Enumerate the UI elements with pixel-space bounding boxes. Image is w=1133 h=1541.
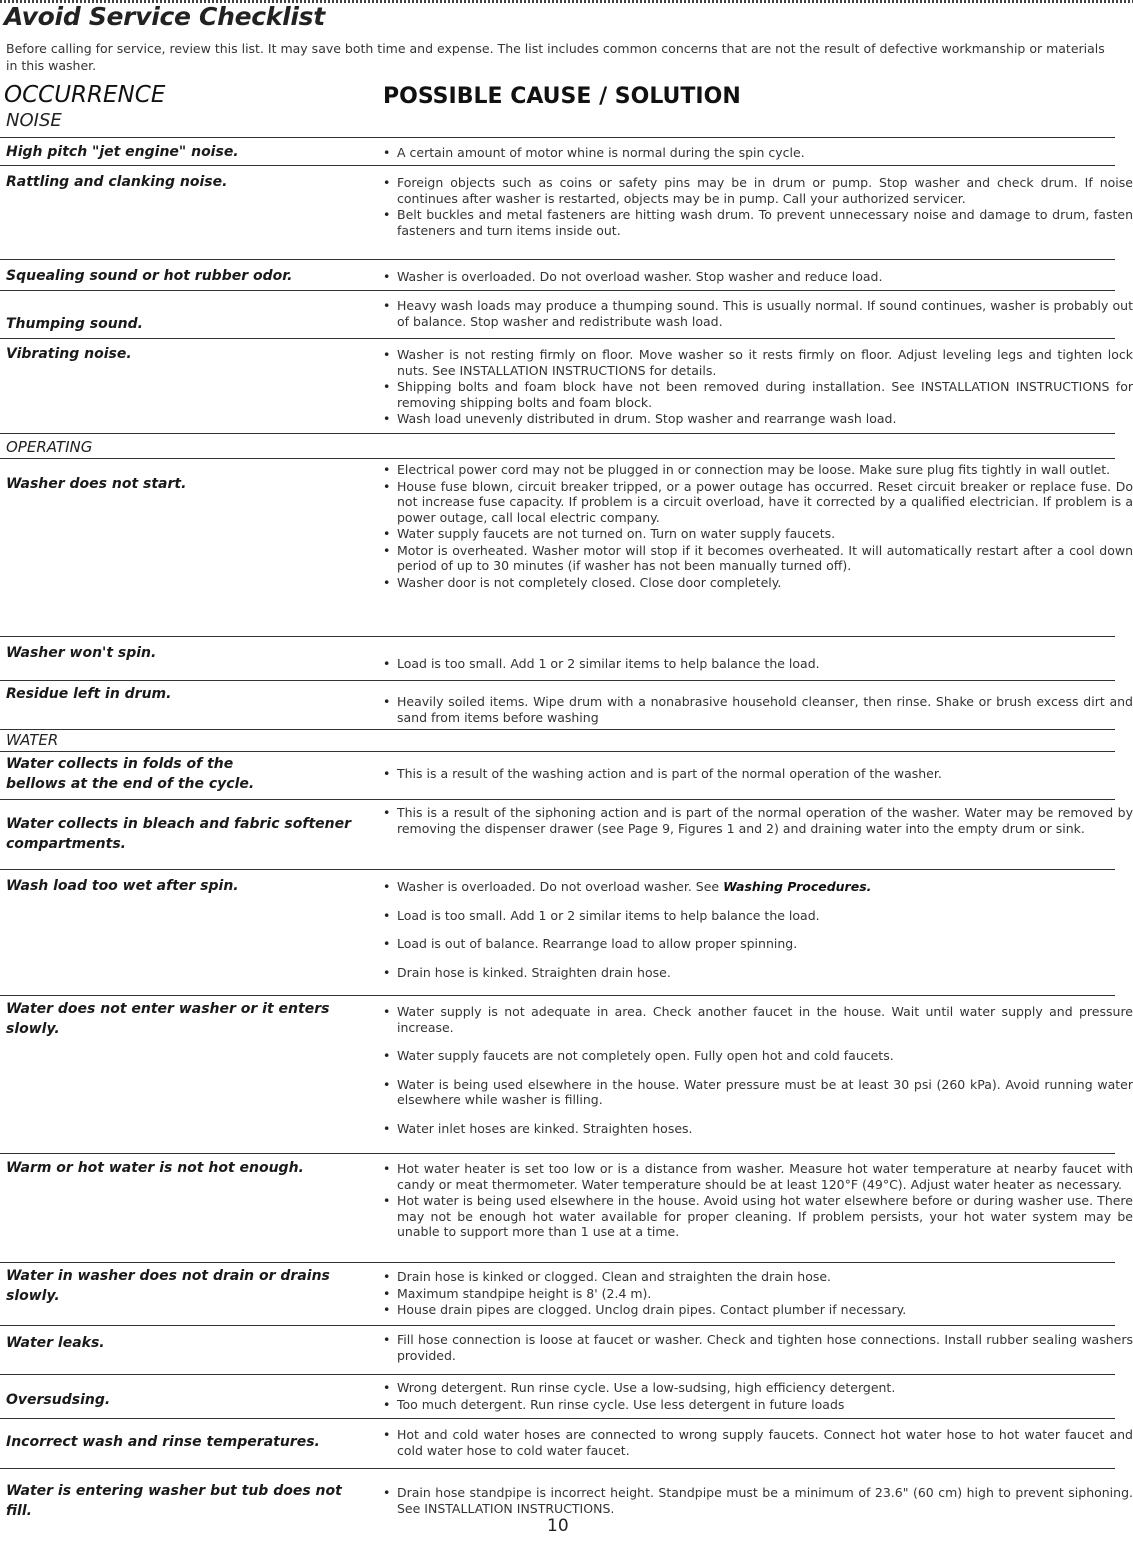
solution-item: • Hot and cold water hoses are connected to wrong supply faucets. Connect hot water hose to hot water faucet and cold water hose to cold water faucet. bbox=[383, 1427, 1133, 1458]
page-title: Avoid Service Checklist bbox=[4, 2, 325, 31]
divider bbox=[0, 259, 1115, 260]
divider bbox=[0, 729, 1115, 730]
divider bbox=[0, 1325, 1115, 1326]
solution-list bbox=[383, 879, 1133, 993]
divider bbox=[0, 636, 1115, 637]
divider bbox=[0, 458, 1115, 459]
solution-item: • Load is too small. Add 1 or 2 similar items to help balance the load. bbox=[383, 656, 1133, 672]
divider bbox=[0, 433, 1115, 434]
solution-item: • Shipping bolts and foam block have not been removed during installation. See INSTALLATION INSTRUCTIONS for removing shipping bolts and foam block. bbox=[383, 379, 1133, 410]
solution-item: • Too much detergent. Run rinse cycle. Use less detergent in future loads bbox=[383, 1397, 1133, 1413]
solution-item: • Water inlet hoses are kinked. Straighten hoses. bbox=[383, 1121, 1133, 1137]
solution-item: • Water supply is not adequate in area. Check another faucet in the house. Wait until water supply and pressure increase. bbox=[383, 1004, 1133, 1035]
solution-list bbox=[383, 1380, 1133, 1413]
solution-item: • Water is being used elsewhere in the house. Water pressure must be at least 30 psi (260 kPa). Avoid running water elsewhere while washer is filling. bbox=[383, 1077, 1133, 1108]
occurrence-text: Water in washer does not drain or drains slowly. bbox=[6, 1268, 330, 1304]
solution-list bbox=[383, 805, 1133, 837]
solution-list bbox=[383, 298, 1133, 330]
solution-lead-text: Washer is overloaded. Do not overload washer. See bbox=[397, 879, 720, 894]
occurrence-text: Wash load too wet after spin. bbox=[6, 878, 239, 894]
occurrence-text: Water does not enter washer or it enters slowly. bbox=[6, 1001, 330, 1037]
solution-item: • Foreign objects such as coins or safety pins may be in drum or pump. Stop washer and check drum. If noise continues after washer is restarted, objects may be in pump. Call your authorized servicer. bbox=[383, 175, 1133, 206]
occurrence-text: Rattling and clanking noise. bbox=[6, 174, 228, 190]
occurrence-text: Washer does not start. bbox=[6, 476, 187, 492]
solution-item bbox=[383, 879, 1133, 895]
solution-item: • Drain hose is kinked or clogged. Clean and straighten the drain hose. bbox=[383, 1269, 1133, 1285]
divider bbox=[0, 137, 1115, 138]
solution-item: • Washer door is not completely closed. Close door completely. bbox=[383, 575, 1133, 591]
divider bbox=[0, 869, 1115, 870]
divider bbox=[0, 1374, 1115, 1375]
divider bbox=[0, 1468, 1115, 1469]
solution-list bbox=[383, 1269, 1133, 1319]
solution-list bbox=[383, 656, 1133, 673]
solution-list bbox=[383, 766, 1133, 783]
solution-item: • House fuse blown, circuit breaker tripped, or a power outage has occurred. Reset circuit breaker or replace fuse. Do not increase fuse capacity. If problem is a circuit overload, have it corrected by a qualified electrician. If problem is a power outage, call local electric company. bbox=[383, 479, 1133, 526]
divider bbox=[0, 995, 1115, 996]
solution-item: • Hot water is being used elsewhere in the house. Avoid using hot water elsewhere before or during washer use. There may not be enough hot water available for proper cleaning. If problem persists, your hot water system may be unable to support more than 1 use at a time. bbox=[383, 1193, 1133, 1240]
occurrence-text: Water is entering washer but tub does not fill. bbox=[6, 1483, 342, 1519]
solution-item: • Washer is not resting firmly on floor. Move washer so it rests firmly on floor. Adjust leveling legs and tighten lock nuts. See INSTALLATION INSTRUCTIONS for details. bbox=[383, 347, 1133, 378]
solution-list bbox=[383, 1004, 1133, 1149]
solution-item: • Drain hose standpipe is incorrect height. Standpipe must be a minimum of 23.6" (60 cm) high to prevent siphoning. See INSTALLATION INSTRUCTIONS. bbox=[383, 1485, 1133, 1516]
solution-item: • Load is out of balance. Rearrange load to allow proper spinning. bbox=[383, 936, 1133, 952]
section-label-operating: OPERATING bbox=[6, 438, 93, 456]
solution-list bbox=[383, 175, 1133, 239]
occurrence-text: Water leaks. bbox=[6, 1335, 105, 1351]
solution-list bbox=[383, 269, 1133, 286]
solution-column-header: POSSIBLE CAUSE / SOLUTION bbox=[383, 84, 741, 109]
divider bbox=[0, 290, 1115, 291]
occurrence-text: Vibrating noise. bbox=[6, 346, 132, 362]
solution-item: • A certain amount of motor whine is normal during the spin cycle. bbox=[383, 145, 1133, 161]
solution-list bbox=[383, 1427, 1133, 1459]
occurrence-text: Water collects in bleach and fabric softener compartments. bbox=[6, 816, 351, 852]
occurrence-text: Squealing sound or hot rubber odor. bbox=[6, 268, 293, 284]
divider bbox=[0, 1262, 1115, 1263]
divider bbox=[0, 799, 1115, 800]
solution-item: • Maximum standpipe height is 8' (2.4 m). bbox=[383, 1286, 1133, 1302]
occurrence-text: Water collects in folds of the bellows at the end of the cycle. bbox=[6, 756, 255, 792]
solution-item: • Fill hose connection is loose at faucet or washer. Check and tighten hose connections. Install rubber sealing washers provided. bbox=[383, 1332, 1133, 1363]
solution-item: • Water supply faucets are not turned on. Turn on water supply faucets. bbox=[383, 526, 1133, 542]
solution-item: • Washer is overloaded. Do not overload washer. Stop washer and reduce load. bbox=[383, 269, 1133, 285]
solution-item: • Electrical power cord may not be plugged in or connection may be loose. Make sure plug fits tightly in wall outlet. bbox=[383, 462, 1133, 478]
intro-text: Before calling for service, review this list. It may save both time and expense. The list includes common concerns that are not the result of defective workmanship or materials in this washer. bbox=[6, 41, 1105, 73]
occurrence-text: Oversudsing. bbox=[6, 1392, 111, 1408]
solution-item: • Heavy wash loads may produce a thumping sound. This is usually normal. If sound continues, washer is probably out of balance. Stop washer and redistribute wash load. bbox=[383, 298, 1133, 329]
solution-list bbox=[383, 145, 1133, 162]
washing-procedures-reference: Washing Procedures. bbox=[723, 879, 872, 894]
solution-list bbox=[383, 462, 1133, 591]
occurrence-text: Thumping sound. bbox=[6, 316, 143, 332]
solution-item: • Load is too small. Add 1 or 2 similar items to help balance the load. bbox=[383, 908, 1133, 924]
divider bbox=[0, 751, 1115, 752]
solution-list bbox=[383, 1332, 1133, 1364]
divider bbox=[0, 165, 1115, 166]
solution-item: • Heavily soiled items. Wipe drum with a nonabrasive household cleanser, then rinse. Shake or brush excess dirt and sand from items before washing bbox=[383, 694, 1133, 725]
occurrence-text: Incorrect wash and rinse temperatures. bbox=[6, 1434, 320, 1450]
solution-item: • This is a result of the washing action and is part of the normal operation of the washer. bbox=[383, 766, 1133, 782]
solution-item: • Hot water heater is set too low or is a distance from washer. Measure hot water temperature at nearby faucet with candy or meat thermometer. Water temperature should be at least 120°F (49°C). Adjust water heater as necessary. bbox=[383, 1161, 1133, 1192]
section-label-noise: NOISE bbox=[6, 110, 62, 131]
solution-item: • Water supply faucets are not completely open. Fully open hot and cold faucets. bbox=[383, 1048, 1133, 1064]
solution-item: • Belt buckles and metal fasteners are hitting wash drum. To prevent unnecessary noise and damage to drum, fasten fasteners and turn items inside out. bbox=[383, 207, 1133, 238]
solution-item: • Wash load unevenly distributed in drum. Stop washer and rearrange wash load. bbox=[383, 411, 1133, 427]
solution-list bbox=[383, 1485, 1133, 1517]
divider bbox=[0, 1418, 1115, 1419]
solution-item: • Motor is overheated. Washer motor will stop if it becomes overheated. It will automatically restart after a cool down period of up to 30 minutes (if washer has not been manually turned off). bbox=[383, 543, 1133, 574]
occurrence-text: Warm or hot water is not hot enough. bbox=[6, 1160, 304, 1176]
solution-list bbox=[383, 694, 1133, 726]
solution-item: • Wrong detergent. Run rinse cycle. Use a low-sudsing, high efficiency detergent. bbox=[383, 1380, 1133, 1396]
occurrence-column-header: OCCURRENCE bbox=[4, 82, 166, 108]
divider bbox=[0, 1153, 1115, 1154]
solution-list bbox=[383, 1161, 1133, 1241]
divider bbox=[0, 338, 1115, 339]
solution-list bbox=[383, 347, 1133, 428]
solution-item: • This is a result of the siphoning action and is part of the normal operation of the washer. Water may be removed by removing the dispenser drawer (see Page 9, Figures 1 and 2) and draining water into the empty drum or sink. bbox=[383, 805, 1133, 836]
page-number: 10 bbox=[547, 1516, 569, 1536]
occurrence-text: Washer won't spin. bbox=[6, 645, 157, 661]
divider bbox=[0, 680, 1115, 681]
section-label-water: WATER bbox=[6, 731, 59, 749]
occurrence-text: High pitch "jet engine" noise. bbox=[6, 144, 239, 160]
solution-item: • House drain pipes are clogged. Unclog drain pipes. Contact plumber if necessary. bbox=[383, 1302, 1133, 1318]
solution-item: • Drain hose is kinked. Straighten drain hose. bbox=[383, 965, 1133, 981]
occurrence-text: Residue left in drum. bbox=[6, 686, 172, 702]
